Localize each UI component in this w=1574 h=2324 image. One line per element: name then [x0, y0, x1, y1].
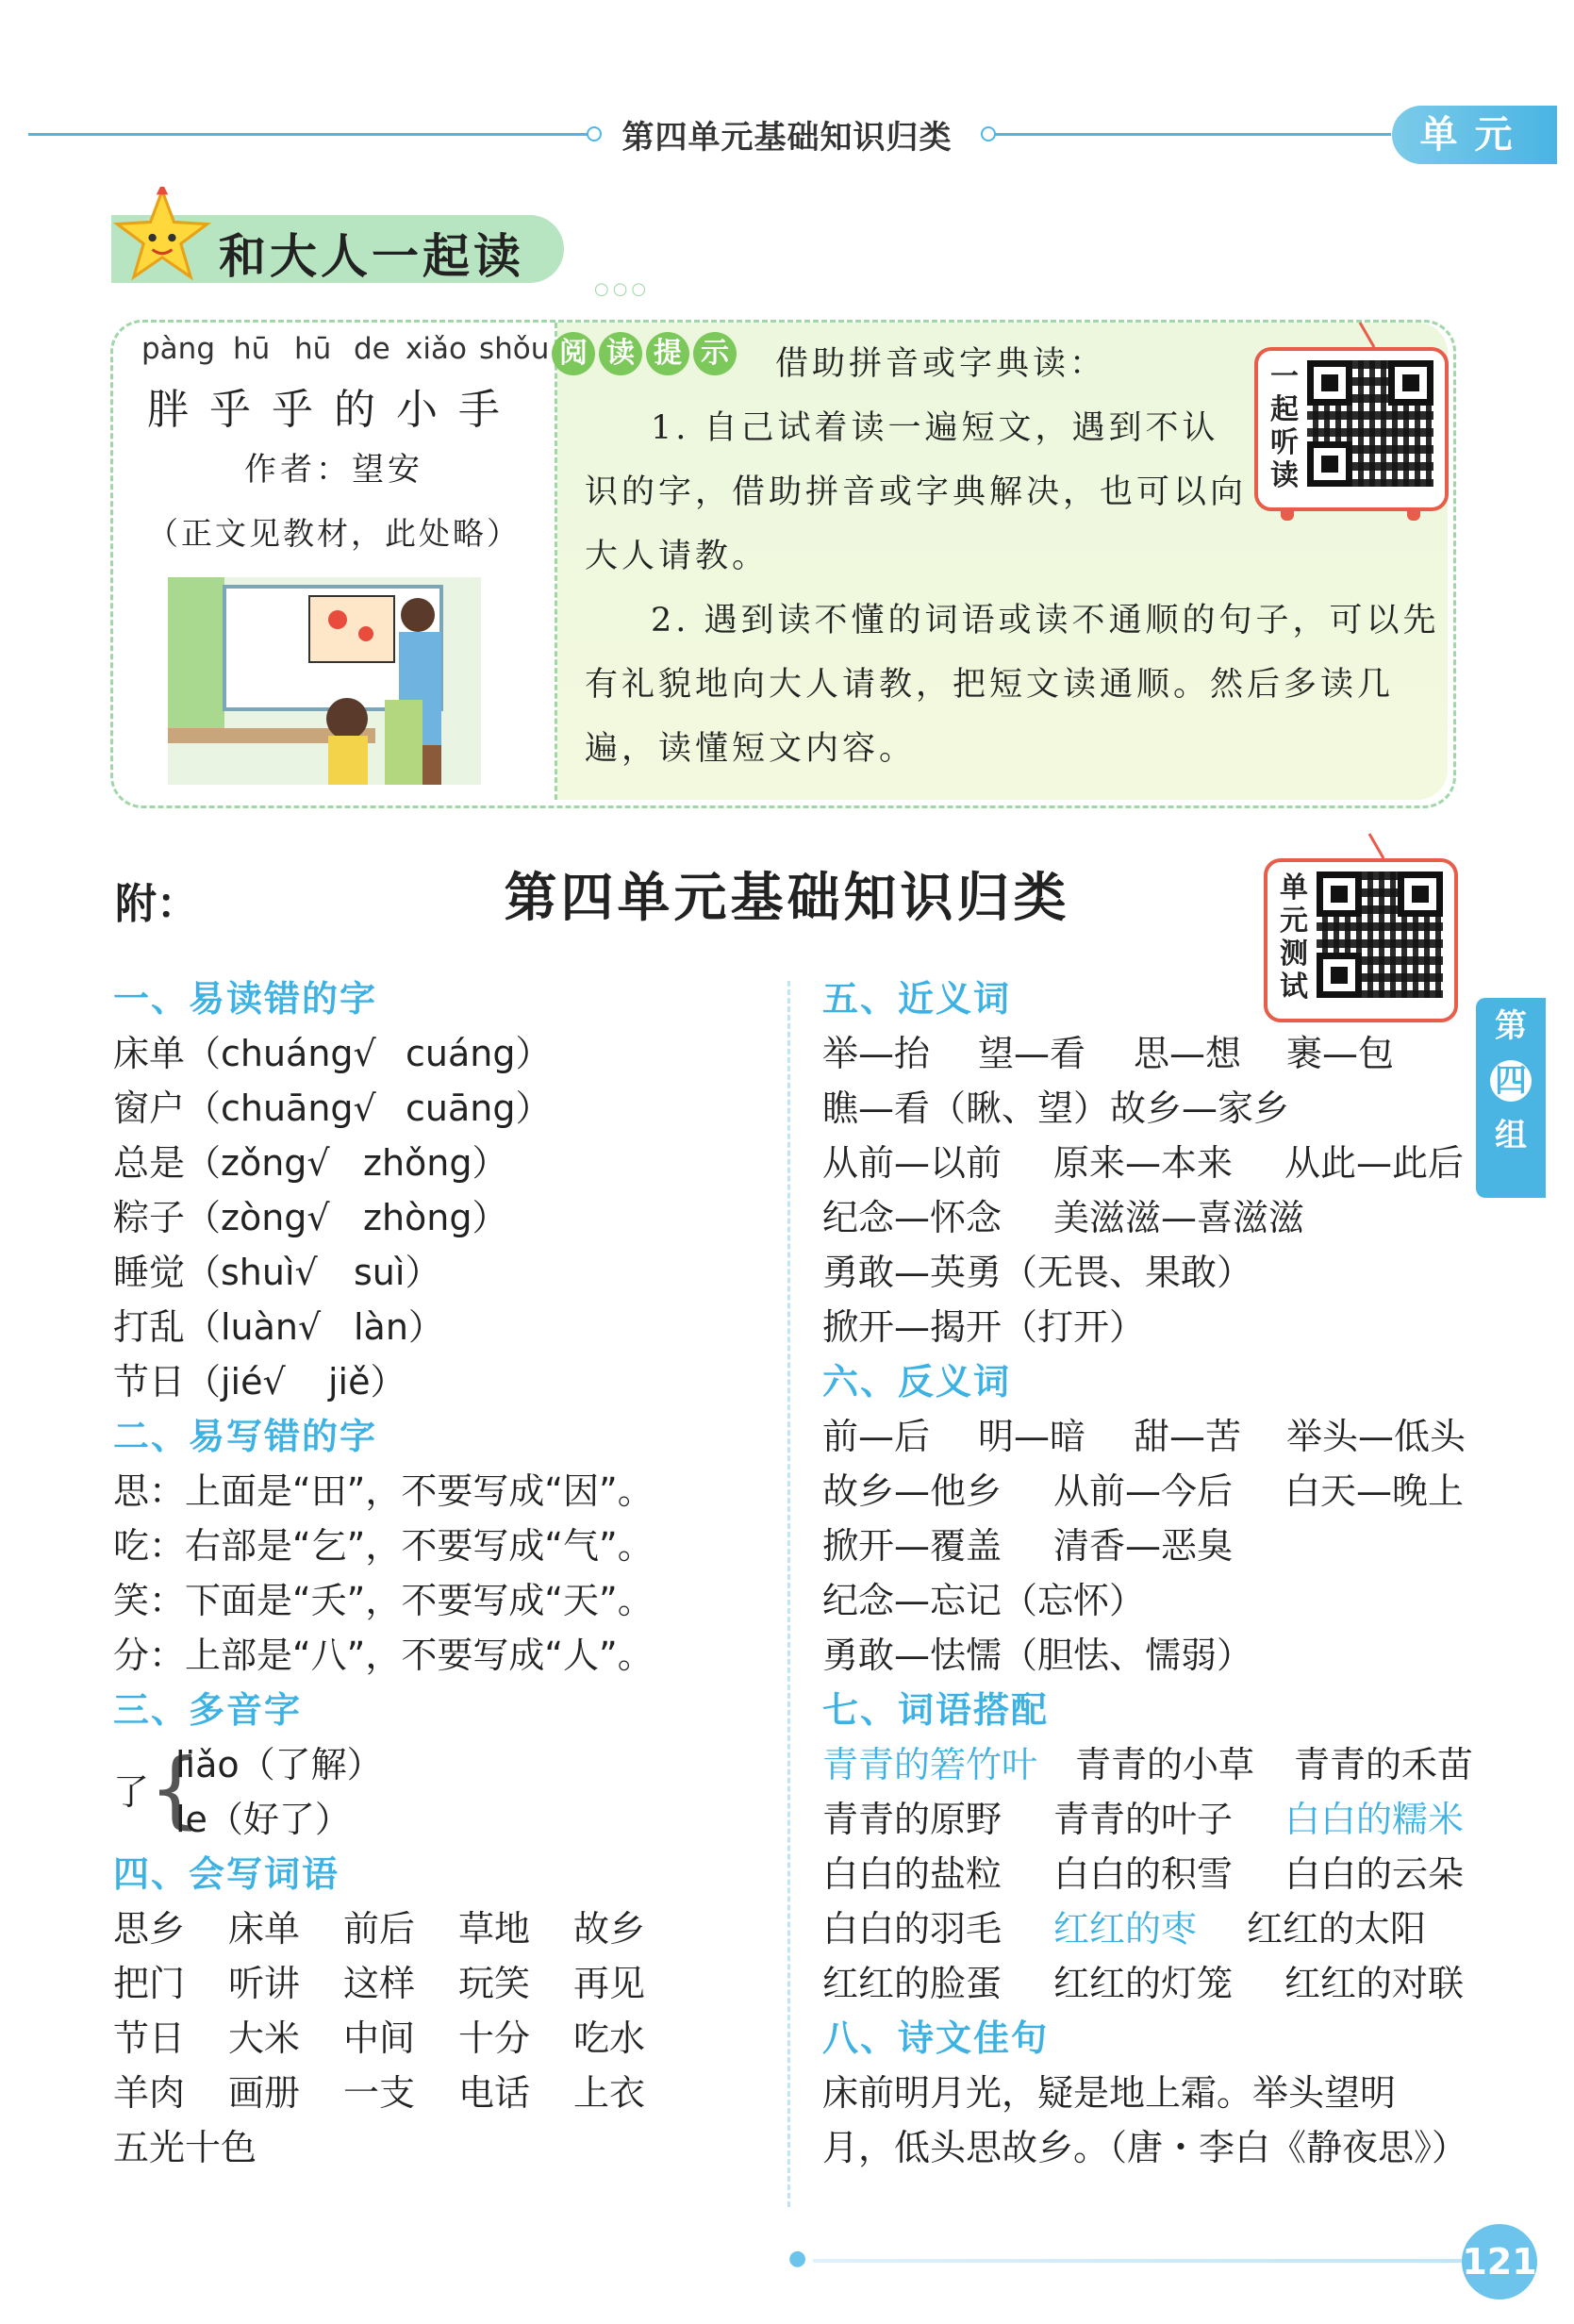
wrong-reading: jiě） [328, 1361, 406, 1403]
phrase: 红红的太阳 [1247, 1908, 1427, 1950]
word-row [113, 1901, 773, 1956]
phrase: 白白的盐粒 [822, 1853, 1002, 1895]
header-rule-right [995, 133, 1391, 136]
pinyin-5: xiǎo [406, 332, 467, 366]
section-heading: 五、近义词 [822, 978, 1012, 1020]
reading-banner-title: 和大人一起读 [219, 229, 524, 284]
word-pair: 掀开—揭开（打开） [822, 1306, 1146, 1348]
word-pair: 勇敢—英勇（无畏、果敢） [822, 1252, 1253, 1293]
section-heading: 六、反义词 [822, 1361, 1012, 1403]
story-illustration [168, 577, 481, 785]
word: 玩笑 [458, 1963, 531, 2004]
pinyin-3: hū [294, 332, 332, 366]
list-item [113, 1026, 773, 1081]
correct-reading: 总是（zǒng√ [113, 1142, 330, 1184]
side-tab-char-1: 第 [1495, 1007, 1527, 1045]
poem-line: 月，低头思故乡。（唐・李白《静夜思》） [822, 2127, 1468, 2168]
list-item [113, 1136, 773, 1190]
word-pair: 望—看 [978, 1033, 1086, 1074]
word-pair: 从前—以前 [822, 1142, 1002, 1184]
tip-line-7: 遍，读懂短文内容。 [585, 730, 917, 768]
tip-char-1: 阅 [552, 332, 595, 375]
brace-icon: { [149, 1740, 202, 1837]
tip-line-6: 有礼貌地向大人请教，把短文读通顺。然后多读几 [585, 666, 1395, 704]
listen-qr-label [1266, 360, 1303, 492]
correct-reading: 打乱（luàn√ [113, 1306, 322, 1348]
qr1-leg [1281, 509, 1294, 521]
phrase: 青青的原野 [822, 1799, 1002, 1840]
word-pair: 举—抬 [822, 1033, 931, 1074]
unit-side-tab [1476, 998, 1546, 1198]
qr-eye [1307, 441, 1352, 487]
word-row [822, 1190, 1483, 1245]
wrong-reading: zhòng） [363, 1197, 508, 1238]
qr1-char-4: 读 [1270, 459, 1299, 492]
word-pair: 勇敢—怯懦（胆怯、懦弱） [822, 1635, 1253, 1676]
word-pair: 清香—恶臭 [1053, 1525, 1234, 1567]
phrase: 红红的灯笼 [1053, 1963, 1234, 2004]
list-item: 吃：右部是“乞”，不要写成“气”。 [113, 1525, 654, 1567]
phrase: 青青的叶子 [1053, 1799, 1234, 1840]
side-tab-char-2: 四 [1490, 1060, 1532, 1102]
word: 吃水 [573, 2017, 646, 2059]
correct-reading: 粽子（zòng√ [113, 1197, 330, 1238]
story-author: 作者：望安 [244, 451, 423, 489]
page-number: 121 [1462, 2224, 1537, 2299]
tip-line-5: 2. 遇到读不懂的词语或读不通顺的句子，可以先 [651, 602, 1440, 639]
phrase: 青青的小草 [1075, 1744, 1255, 1785]
list-item [113, 1245, 773, 1300]
word-row [822, 1901, 1483, 1956]
list-item [113, 1081, 773, 1136]
qr-code-icon [1307, 360, 1433, 487]
side-tab-char-3: 组 [1495, 1117, 1527, 1154]
word-pair: 故乡—他乡 [822, 1470, 1002, 1512]
word-row [822, 1300, 1483, 1354]
qr-eye [1307, 360, 1352, 406]
section-heading: 四、会写词语 [113, 1853, 340, 1895]
wrong-reading: làn） [354, 1306, 444, 1348]
listen-qr-code[interactable] [1254, 347, 1449, 511]
qr1-char-1: 一 [1270, 360, 1299, 393]
word-row [822, 1737, 1483, 1792]
phrase: 白白的云朵 [1284, 1853, 1465, 1895]
wrong-reading: zhǒng） [363, 1142, 508, 1184]
section-heading: 三、多音字 [113, 1689, 303, 1731]
column-divider [787, 981, 790, 2207]
word-row [113, 2066, 773, 2120]
list-item: 笑：下面是“夭”，不要写成“天”。 [113, 1580, 654, 1621]
wrong-reading: cuāng） [406, 1087, 552, 1129]
banner-dots: ○○○ [594, 279, 651, 299]
word-row [822, 1847, 1483, 1901]
story-title: 胖乎乎的小手 [147, 386, 521, 434]
left-column [113, 971, 773, 2175]
unit-tab: 单元 [1392, 106, 1557, 164]
word: 这样 [343, 1963, 416, 2004]
word-pair: 纪念—忘记（忘怀） [822, 1580, 1146, 1621]
word-pair: 从此—此后 [1284, 1142, 1465, 1184]
word-pair: 甜—苦 [1134, 1416, 1242, 1457]
pinyin-2: hū [233, 332, 271, 366]
word-pair: 举头—低头 [1286, 1416, 1466, 1457]
list-item: 思：上面是“田”，不要写成“因”。 [113, 1470, 654, 1512]
section-heading: 八、诗文佳句 [822, 2017, 1050, 2059]
correct-reading: 窗户（chuāng√ [113, 1087, 376, 1129]
word-pair: 白天—晚上 [1284, 1470, 1465, 1512]
word-row [113, 2011, 773, 2066]
tip-char-4: 示 [693, 332, 737, 375]
header-dot-right [981, 126, 996, 141]
word-pair: 故乡—家乡 [1110, 1087, 1290, 1129]
qr-eye [1317, 872, 1362, 917]
word: 一支 [343, 2072, 416, 2114]
word-row [113, 2120, 773, 2175]
word-row [822, 1026, 1483, 1081]
word-row [822, 1519, 1483, 1573]
word: 节日 [113, 2017, 186, 2059]
word: 羊肉 [113, 2072, 186, 2114]
word-pair: 前—后 [822, 1416, 931, 1457]
word: 草地 [458, 1908, 531, 1950]
tip-char-3: 提 [646, 332, 689, 375]
word-pair: 掀开—覆盖 [822, 1525, 1002, 1567]
qr2-antenna [1368, 833, 1385, 858]
word-pair: 明—暗 [978, 1416, 1086, 1457]
word-row [113, 1956, 773, 2011]
phrase-highlight: 青青的箬竹叶 [822, 1744, 1038, 1785]
correct-reading: 节日（jié√ [113, 1361, 286, 1403]
word: 思乡 [113, 1908, 186, 1950]
word-row [822, 1956, 1483, 2011]
qr2-char-4: 试 [1280, 971, 1308, 1004]
section-heading: 二、易写错的字 [113, 1416, 378, 1457]
qr-eye [1388, 360, 1433, 406]
word-pair: 纪念—怀念 [822, 1197, 1002, 1238]
phrase-highlight: 红红的枣 [1053, 1908, 1198, 1950]
list-item [113, 1354, 773, 1409]
word: 把门 [113, 1963, 186, 2004]
word-pair: 美滋滋—喜滋滋 [1053, 1197, 1305, 1238]
phrase: 白白的羽毛 [822, 1908, 1002, 1950]
phrase-highlight: 白白的糯米 [1284, 1799, 1465, 1840]
reading-tip-label [552, 332, 737, 375]
tip-line-1: 借助拼音或字典读： [775, 345, 1107, 383]
word-pair: 裹—包 [1286, 1033, 1395, 1074]
tip-line-4: 大人请教。 [585, 538, 770, 575]
correct-reading: 睡觉（shuì√ [113, 1252, 318, 1293]
polyphone-group [113, 1737, 773, 1847]
word: 前后 [343, 1908, 416, 1950]
list-item [113, 1190, 773, 1245]
wrong-reading: cuáng） [406, 1033, 552, 1074]
section-heading: 七、词语搭配 [822, 1689, 1050, 1731]
word: 画册 [228, 2072, 301, 2114]
word: 故乡 [573, 1908, 646, 1950]
right-column [822, 971, 1483, 2175]
tip-line-3: 识的字，借助拼音或字典解决，也可以向 [585, 473, 1248, 511]
star-mascot-icon [113, 187, 211, 285]
word-row [822, 1136, 1483, 1190]
word: 床单 [228, 1908, 301, 1950]
word-pair: 原来—本来 [1053, 1142, 1234, 1184]
word-row [822, 1628, 1483, 1683]
qr2-char-1: 单 [1280, 872, 1308, 905]
pinyin-4: de [354, 332, 390, 366]
appendix-title: 第四单元基础知识归类 [504, 868, 1070, 929]
word: 中间 [343, 2017, 416, 2059]
section-heading: 一、易读错的字 [113, 978, 378, 1020]
word-row [822, 1792, 1483, 1847]
word-pair: 思—想 [1134, 1033, 1242, 1074]
word-pair: 瞧—看（瞅、望） [822, 1087, 1110, 1129]
word: 大米 [228, 2017, 301, 2059]
word: 再见 [573, 1963, 646, 2004]
tip-char-2: 读 [599, 332, 642, 375]
qr1-char-2: 起 [1270, 393, 1299, 426]
correct-reading: 床单（chuáng√ [113, 1033, 376, 1074]
word-row [822, 1409, 1483, 1464]
word-row [822, 1245, 1483, 1300]
phrase: 红红的脸蛋 [822, 1963, 1002, 2004]
pinyin-1: pàng [141, 332, 215, 366]
qr2-char-2: 元 [1280, 905, 1308, 938]
appendix-prefix: 附： [115, 880, 198, 928]
list-item: liǎo（了解） [175, 1744, 383, 1785]
story-note: （正文见教材，此处略） [147, 515, 521, 552]
word-row [822, 1573, 1483, 1628]
word: 五光十色 [113, 2127, 257, 2168]
word: 上衣 [573, 2072, 646, 2114]
qr1-leg [1407, 509, 1420, 521]
polyphone-char: 了 [113, 1771, 150, 1813]
list-item [113, 1300, 773, 1354]
phrase: 红红的对联 [1284, 1963, 1465, 2004]
qr-eye [1398, 872, 1443, 917]
list-item: le（好了） [175, 1799, 351, 1840]
phrase: 白白的积雪 [1053, 1853, 1234, 1895]
header-title: 第四单元基础知识归类 [621, 119, 953, 157]
qr2-char-3: 测 [1280, 938, 1308, 971]
word: 十分 [458, 2017, 531, 2059]
tip-line-2: 1. 自己试着读一遍短文，遇到不认 [651, 409, 1219, 447]
word: 听讲 [228, 1963, 301, 2004]
phrase: 青青的禾苗 [1294, 1744, 1474, 1785]
word: 电话 [458, 2072, 531, 2114]
poem-line: 床前明月光，疑是地上霜。举头望明 [822, 2072, 1397, 2114]
word-pair: 从前—今后 [1053, 1470, 1234, 1512]
pinyin-6: shǒu [479, 332, 550, 366]
footer-dots: ● [788, 2247, 807, 2270]
footer-rule [813, 2259, 1464, 2263]
list-item: 分：上部是“八”，不要写成“人”。 [113, 1635, 654, 1676]
qr1-char-3: 听 [1270, 426, 1299, 459]
wrong-reading: suì） [354, 1252, 441, 1293]
word-row [822, 1464, 1483, 1519]
word-row [822, 1081, 1483, 1136]
